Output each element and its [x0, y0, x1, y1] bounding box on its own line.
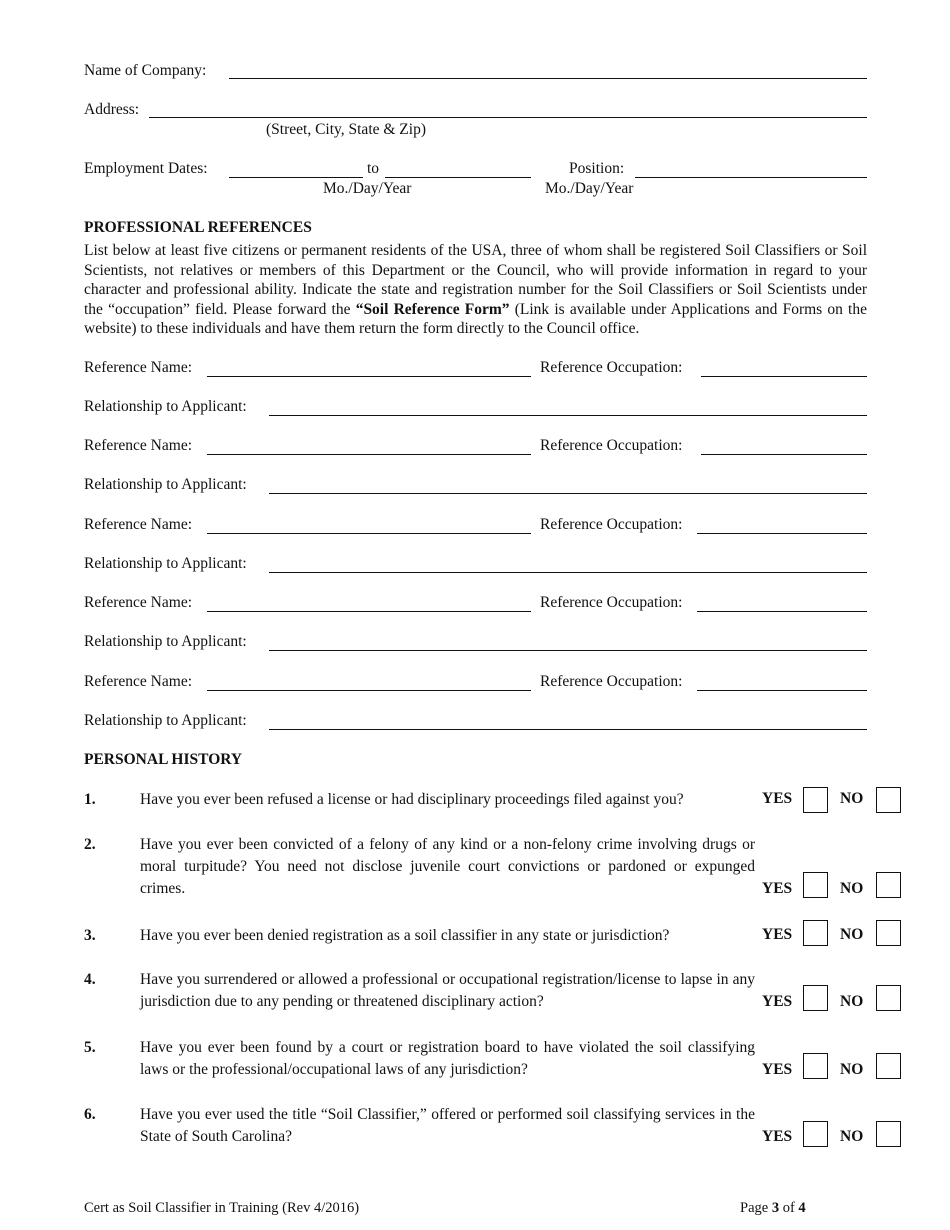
question-number: 5. [84, 1039, 96, 1056]
no-label: NO [840, 993, 864, 1010]
question-text: Have you ever been denied registration as a soil classifier in any state or jurisdiction? [140, 927, 670, 944]
no-checkbox[interactable] [876, 872, 901, 898]
position-label: Position: [569, 160, 625, 177]
reference-occupation-label: Reference Occupation: [540, 516, 683, 533]
yes-label: YES [762, 926, 793, 943]
company-label: Name of Company: [84, 62, 207, 79]
question-text: Have you ever been found by a court or registration board to have violated the soil classifying laws or the professional/occupational laws of any jurisdiction? [140, 1039, 755, 1078]
yes-label: YES [762, 1128, 793, 1145]
reference-name-label: Reference Name: [84, 359, 193, 376]
reference-name-line[interactable] [207, 376, 531, 377]
no-label: NO [840, 880, 864, 897]
company-input-line[interactable] [229, 78, 867, 79]
reference-name-label: Reference Name: [84, 673, 193, 690]
reference-occupation-label: Reference Occupation: [540, 437, 683, 454]
reference-occupation-label: Reference Occupation: [540, 594, 683, 611]
relationship-line[interactable] [269, 650, 867, 651]
question-number: 4. [84, 971, 96, 988]
page-total: 4 [798, 1200, 806, 1216]
date-hint-end: Mo./Day/Year [545, 180, 634, 197]
question-text: Have you ever been convicted of a felony of any kind or a non-felony crime involving drugs or moral turpitude? You need not disclose juvenile court convictions or pardoned or expunged crimes. [140, 836, 755, 897]
yes-checkbox[interactable] [803, 872, 828, 898]
question-text: Have you surrendered or allowed a professional or occupational registration/license to lapse in any jurisdiction due to any pending or threatened disciplinary action? [140, 971, 755, 1010]
reference-occupation-line[interactable] [701, 454, 867, 455]
relationship-label: Relationship to Applicant: [84, 476, 247, 493]
reference-occupation-label: Reference Occupation: [540, 359, 683, 376]
yes-checkbox[interactable] [803, 1053, 828, 1079]
references-intro: List below at least five citizens or permanent residents of the USA, three of whom shall be registered Soil Classifiers or Soil Scientists, not relatives or members of this Department or the Council, who will provide information in regard to your character and professional ability. Indicate the state and registration number for the Soil Classifiers or Soil Scientists under the “occupation” field. Please forward the “Soil Reference Form” (Link is available under Applications and Forms on the website) to these individuals and have them return the form directly to the Council office. [84, 242, 867, 338]
relationship-label: Relationship to Applicant: [84, 712, 247, 729]
reference-name-line[interactable] [207, 690, 531, 691]
soil-reference-form-title: “Soil Reference Form” [355, 300, 510, 318]
relationship-line[interactable] [269, 729, 867, 730]
reference-name-line[interactable] [207, 533, 531, 534]
no-checkbox[interactable] [876, 1053, 901, 1079]
question-text: Have you ever been refused a license or had disciplinary proceedings filed against you? [140, 791, 684, 808]
relationship-label: Relationship to Applicant: [84, 633, 247, 650]
relationship-line[interactable] [269, 415, 867, 416]
question-text: Have you ever used the title “Soil Classifier,” offered or performed soil classifying services in the State of South Carolina? [140, 1106, 755, 1145]
page-indicator: Page 3 of 4 [740, 1200, 806, 1216]
yes-checkbox[interactable] [803, 787, 828, 813]
page-number: 3 [771, 1200, 780, 1216]
reference-name-label: Reference Name: [84, 594, 193, 611]
no-checkbox[interactable] [876, 787, 901, 813]
reference-occupation-label: Reference Occupation: [540, 673, 683, 690]
footer-form-title: Cert as Soil Classifier in Training (Rev 4/2016) [84, 1200, 360, 1216]
yes-label: YES [762, 790, 793, 807]
reference-occupation-line[interactable] [697, 533, 867, 534]
no-label: NO [840, 1128, 864, 1145]
reference-name-label: Reference Name: [84, 437, 193, 454]
employment-label: Employment Dates: [84, 160, 208, 177]
reference-name-label: Reference Name: [84, 516, 193, 533]
address-label: Address: [84, 101, 140, 118]
reference-occupation-line[interactable] [697, 611, 867, 612]
question-number: 2. [84, 836, 96, 853]
question-number: 3. [84, 927, 96, 944]
address-input-line[interactable] [149, 117, 867, 118]
relationship-line[interactable] [269, 572, 867, 573]
employment-end-line[interactable] [385, 177, 531, 178]
yes-checkbox[interactable] [803, 985, 828, 1011]
reference-name-line[interactable] [207, 454, 531, 455]
no-label: NO [840, 1061, 864, 1078]
employment-to: to [367, 160, 380, 177]
no-label: NO [840, 790, 864, 807]
no-checkbox[interactable] [876, 985, 901, 1011]
position-input-line[interactable] [635, 177, 867, 178]
references-heading: PROFESSIONAL REFERENCES [84, 219, 312, 236]
relationship-label: Relationship to Applicant: [84, 398, 247, 415]
yes-label: YES [762, 880, 793, 897]
relationship-label: Relationship to Applicant: [84, 555, 247, 572]
reference-occupation-line[interactable] [697, 690, 867, 691]
address-hint: (Street, City, State & Zip) [266, 121, 426, 138]
yes-checkbox[interactable] [803, 1121, 828, 1147]
date-hint-start: Mo./Day/Year [323, 180, 412, 197]
yes-label: YES [762, 1061, 793, 1078]
history-heading: PERSONAL HISTORY [84, 751, 243, 768]
yes-checkbox[interactable] [803, 920, 828, 946]
question-number: 6. [84, 1106, 96, 1123]
employment-start-line[interactable] [229, 177, 363, 178]
question-number: 1. [84, 791, 96, 808]
reference-name-line[interactable] [207, 611, 531, 612]
no-checkbox[interactable] [876, 1121, 901, 1147]
no-checkbox[interactable] [876, 920, 901, 946]
reference-occupation-line[interactable] [701, 376, 867, 377]
yes-label: YES [762, 993, 793, 1010]
no-label: NO [840, 926, 864, 943]
relationship-line[interactable] [269, 493, 867, 494]
